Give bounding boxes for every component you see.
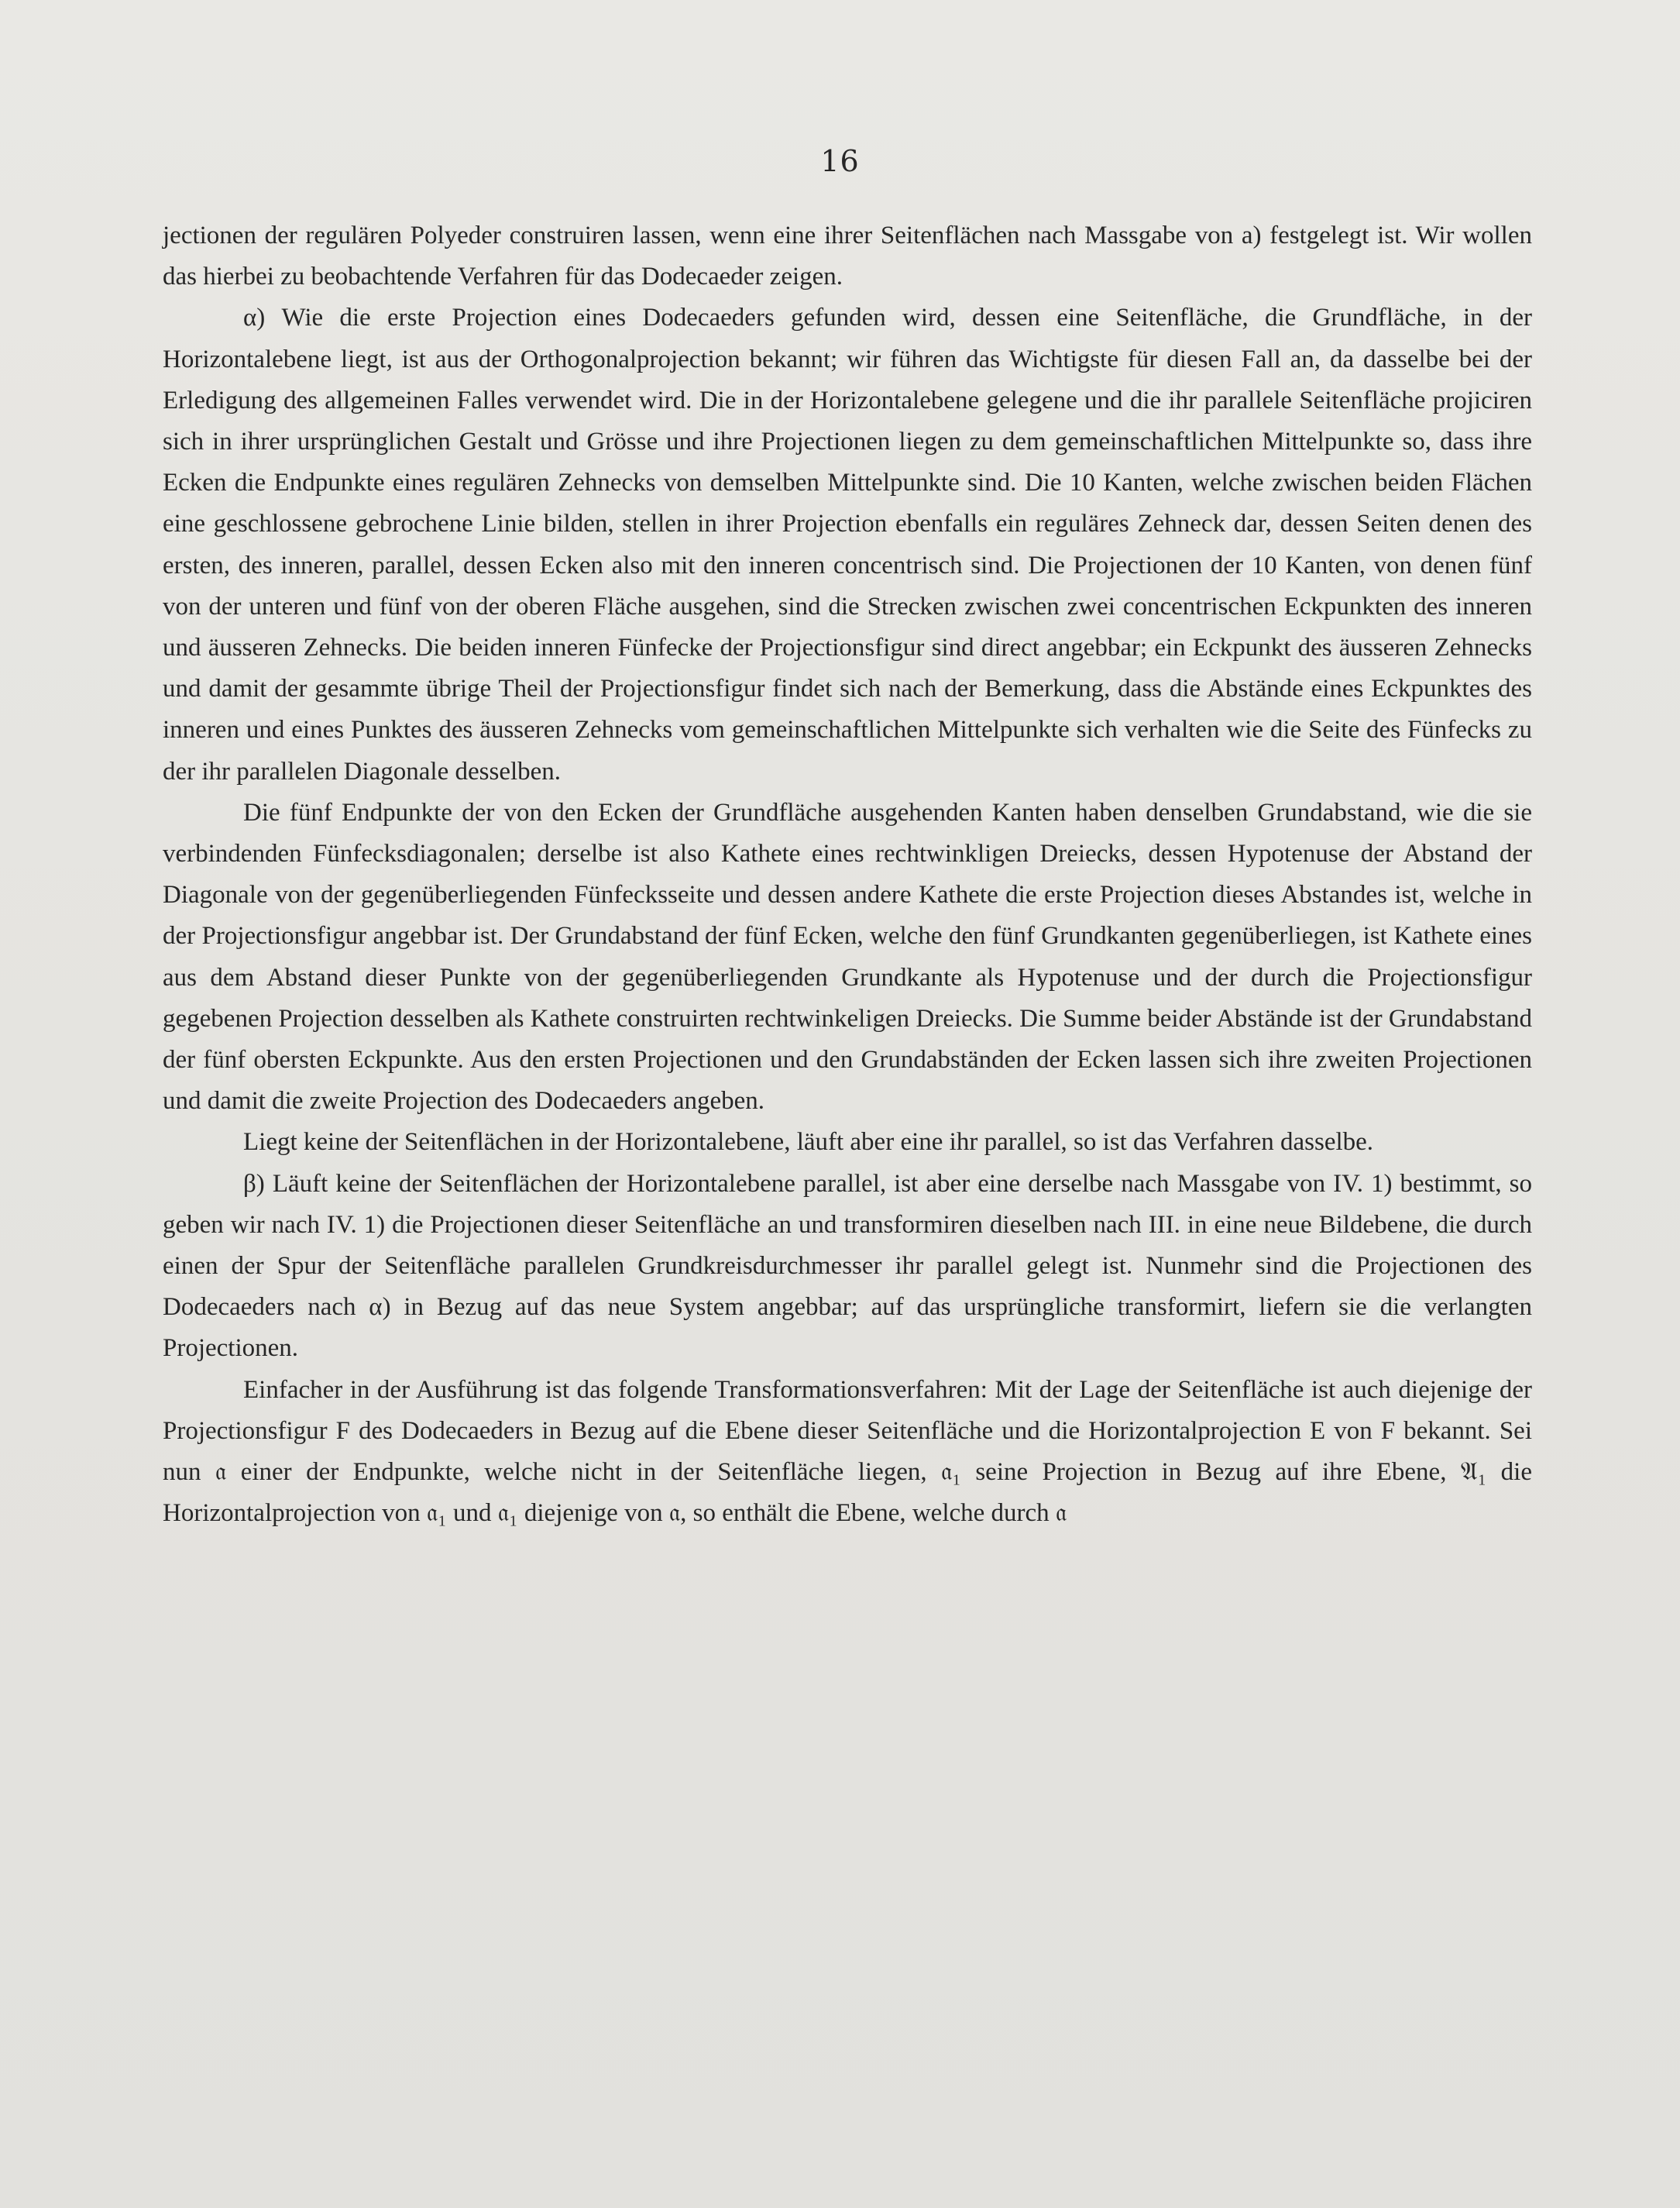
- paragraph-6: Einfacher in der Ausführung ist das folgende Transformationsverfahren: Mit der Lage der Seitenfläche ist auch diejenige der Projectionsfigur F des Dodecaeders in Bezug auf die Ebene dieser Seitenfläche und die Horizontalprojection E von F bekannt. Sei nun 𝔞 einer der Endpunkte, welche nicht in der Seitenfläche liegen, 𝔞₁ seine Projection in Bezug auf ihre Ebene, 𝔄₁ die Horizontalprojection von 𝔞₁ und 𝔞₁ diejenige von 𝔞, so enthält die Ebene, welche durch 𝔞: [163, 1375, 1532, 1528]
- paragraph-1: jectionen der regulären Polyeder construiren lassen, wenn eine ihrer Seitenflächen nach Massgabe von a) festgelegt ist. Wir wollen das hierbei zu beobachtende Verfahren für das Dodecaeder zeigen.: [163, 222, 1532, 291]
- body-text: [163, 215, 1532, 1535]
- paragraph-3: Die fünf Endpunkte der von den Ecken der Grundfläche ausgehenden Kanten haben denselben Grundabstand, wie die sie verbindenden Fünfecksdiagonalen; derselbe ist also Kathete eines rechtwinkligen Dreiecks, dessen Hypotenuse der Abstand der Diagonale von der gegenüberliegenden Fünfecksseite und dessen andere Kathete die erste Projection dieses Abstandes ist, welche in der Projectionsfigur angebbar ist. Der Grundabstand der fünf Ecken, welche den fünf Grundkanten gegenüberliegen, ist Kathete eines aus dem Abstand dieser Punkte von der gegenüberliegenden Grundkante als Hypotenuse und der durch die Projectionsfigur gegebenen Projection desselben als Kathete construirten rechtwinkeligen Dreiecks. Die Summe beider Abstände ist der Grundabstand der fünf obersten Eckpunkte. Aus den ersten Projectionen und den Grundabständen der Ecken lassen sich ihre zweiten Projectionen und damit die zweite Projection des Dodecaeders angeben.: [163, 798, 1532, 1116]
- paragraph-alpha: α) Wie die erste Projection eines Dodecaeders gefunden wird, dessen eine Seitenfläche, die Grundfläche, in der Horizontalebene liegt, ist aus der Orthogonalprojection bekannt; wir führen das Wichtigste für diesen Fall an, da dasselbe bei der Erledigung des allgemeinen Falles verwendet wird. Die in der Horizontalebene gelegene und die ihr parallele Seitenfläche projiciren sich in ihrer ursprünglichen Gestalt und Grösse und ihre Projectionen liegen zu dem gemeinschaftlichen Mittelpunkte so, dass ihre Ecken die Endpunkte eines regulären Zehnecks von demselben Mittelpunkte sind. Die 10 Kanten, welche zwischen beiden Flächen eine geschlossene gebrochene Linie bilden, stellen in ihrer Projection ebenfalls ein reguläres Zehneck dar, dessen Seiten denen des ersten, des inneren, parallel, dessen Ecken also mit den inneren concentrisch sind. Die Projectionen der 10 Kanten, von denen fünf von der unteren und fünf von der oberen Fläche ausgehen, sind die Strecken zwischen zwei concentrischen Eckpunkten des inneren und äusseren Zehnecks. Die beiden inneren Fünfecke der Projectionsfigur sind direct angebbar; ein Eckpunkt des äusseren Zehnecks und damit der gesammte übrige Theil der Projectionsfigur findet sich nach der Bemerkung, dass die Abstände eines Eckpunktes des inneren und eines Punktes des äusseren Zehnecks vom gemeinschaftlichen Mittelpunkte sich verhalten wie die Seite des Fünfecks zu der ihr parallelen Diagonale desselben.: [163, 304, 1532, 786]
- paragraph-4: Liegt keine der Seitenflächen in der Horizontalebene, läuft aber eine ihr parallel, so ist das Verfahren dasselbe.: [243, 1128, 1374, 1157]
- paragraph-beta: β) Läuft keine der Seitenflächen der Horizontalebene parallel, ist aber eine derselbe nach Massgabe von IV. 1) bestimmt, so geben wir nach IV. 1) die Projectionen dieser Seitenfläche an und transformiren dieselben nach III. in eine neue Bildebene, die durch einen der Spur der Seitenfläche parallelen Grundkreisdurchmesser ihr parallel gelegt ist. Nunmehr sind die Projectionen des Dodecaeders nach α) in Bezug auf das neue System angebbar; auf das ursprüngliche transformirt, liefern sie die verlangten Projectionen.: [163, 1169, 1532, 1363]
- page-number: 16: [820, 144, 860, 178]
